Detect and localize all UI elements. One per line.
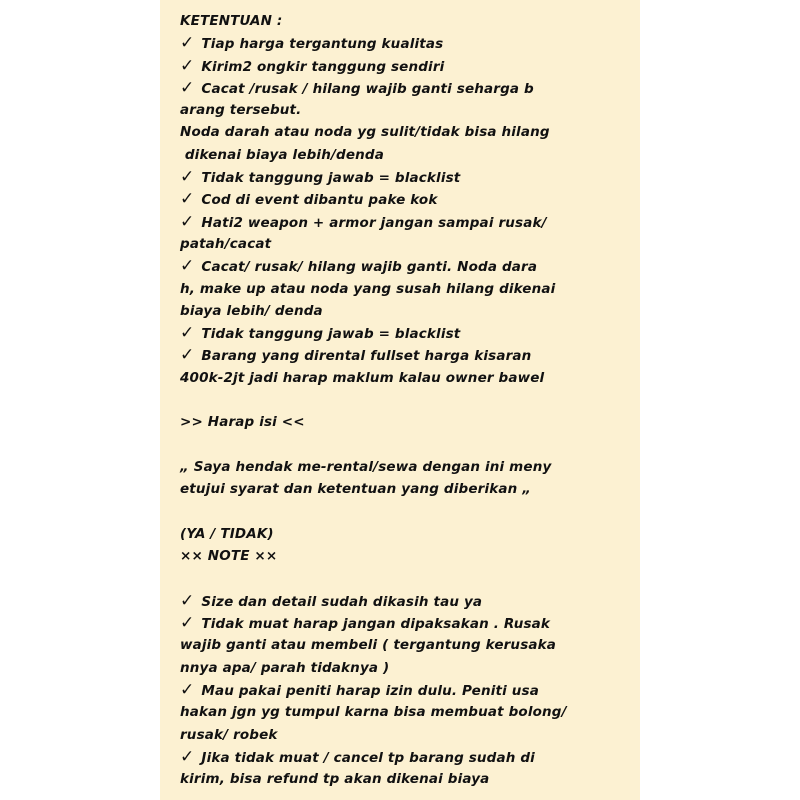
note-document — [160, 0, 640, 800]
text-line — [180, 701, 640, 723]
text-line — [180, 679, 640, 701]
checkmark-icon: ✓ — [180, 256, 195, 277]
line-text: Mau pakai peniti harap izin dulu. Peniti usa — [201, 682, 539, 699]
line-text: Tidak tanggung jawab = blacklist — [201, 170, 461, 187]
checkmark-icon: ✓ — [180, 746, 195, 767]
text-line — [180, 523, 640, 545]
checkmark-icon: ✓ — [180, 345, 195, 366]
line-text: Cacat /rusak / hilang wajib ganti seharga b — [201, 80, 534, 97]
blank-line — [180, 567, 640, 589]
text-line — [180, 746, 640, 768]
text-line — [180, 211, 640, 233]
text-line — [180, 367, 640, 389]
checkmark-icon: ✓ — [180, 189, 195, 210]
text-line — [180, 233, 640, 255]
checkmark-icon: ✓ — [180, 323, 195, 344]
text-line — [180, 144, 640, 166]
text-line — [180, 300, 640, 322]
line-text: Noda darah atau noda yg sulit/tidak bisa hilang — [180, 124, 550, 141]
text-line — [180, 121, 640, 143]
text-line — [180, 411, 640, 433]
line-text: Cacat/ rusak/ hilang wajib ganti. Noda dara — [201, 259, 538, 276]
text-line — [180, 278, 640, 300]
text-line — [180, 55, 640, 77]
text-line — [180, 322, 640, 344]
text-line — [180, 188, 640, 210]
line-text: biaya lebih/ denda — [180, 302, 323, 319]
line-text: wajib ganti atau membeli ( tergantung kerusaka — [180, 637, 557, 654]
line-text: KETENTUAN : — [180, 13, 283, 29]
text-line — [180, 344, 640, 366]
line-text: 400k-2jt jadi harap maklum kalau owner bawel — [180, 369, 545, 386]
note-content — [160, 0, 640, 790]
text-line — [180, 32, 640, 54]
line-text: Size dan detail sudah dikasih tau ya — [201, 593, 483, 610]
line-text: kirim, bisa refund tp akan dikenai biaya — [180, 771, 490, 788]
line-text: „ Saya hendak me-rental/sewa dengan ini meny — [180, 458, 552, 475]
text-line — [180, 255, 640, 277]
blank-line — [180, 501, 640, 523]
text-line — [180, 634, 640, 656]
text-line — [180, 10, 640, 32]
checkmark-icon: ✓ — [180, 679, 195, 700]
line-text: Tiap harga tergantung kualitas — [201, 36, 444, 53]
blank-line — [180, 434, 640, 456]
checkmark-icon: ✓ — [180, 167, 195, 188]
line-text: Hati2 weapon + armor jangan sampai rusak/ — [201, 214, 547, 231]
line-text: patah/cacat — [180, 235, 272, 252]
text-line — [180, 768, 640, 790]
text-line — [180, 657, 640, 679]
line-text: Kirim2 ongkir tanggung sendiri — [201, 58, 445, 75]
text-line — [180, 590, 640, 612]
text-line — [180, 99, 640, 121]
text-line — [180, 724, 640, 746]
line-text: etujui syarat dan ketentuan yang diberikan „ — [180, 481, 532, 498]
checkmark-icon: ✓ — [180, 33, 195, 54]
line-text: arang tersebut. — [180, 102, 302, 119]
text-line — [180, 166, 640, 188]
line-text: rusak/ robek — [180, 726, 278, 743]
checkmark-icon: ✓ — [180, 55, 195, 76]
checkmark-icon: ✓ — [180, 590, 195, 611]
line-text: >> Harap isi << — [180, 414, 305, 431]
line-text: Barang yang dirental fullset harga kisaran — [201, 348, 532, 365]
line-text: h, make up atau noda yang susah hilang dikenai — [180, 280, 556, 297]
line-text: hakan jgn yg tumpul karna bisa membuat bolong/ — [180, 704, 567, 721]
text-line — [180, 77, 640, 99]
checkmark-icon: ✓ — [180, 613, 195, 634]
text-line — [180, 545, 640, 567]
line-text: Tidak tanggung jawab = blacklist — [201, 326, 461, 343]
line-text: (YA / TIDAK) — [180, 525, 274, 542]
blank-line — [180, 389, 640, 411]
text-line — [180, 612, 640, 634]
line-text: dikenai biaya lebih/denda — [180, 146, 385, 163]
text-line — [180, 456, 640, 478]
checkmark-icon: ✓ — [180, 211, 195, 232]
line-text: Cod di event dibantu pake kok — [201, 192, 438, 209]
line-text: nnya apa/ parah tidaknya ) — [180, 659, 390, 676]
checkmark-icon: ✓ — [180, 77, 195, 98]
line-text: Tidak muat harap jangan dipaksakan . Rusak — [201, 616, 551, 633]
text-line — [180, 478, 640, 500]
line-text: Jika tidak muat / cancel tp barang sudah di — [201, 749, 535, 766]
line-text: ×× NOTE ×× — [180, 548, 278, 565]
